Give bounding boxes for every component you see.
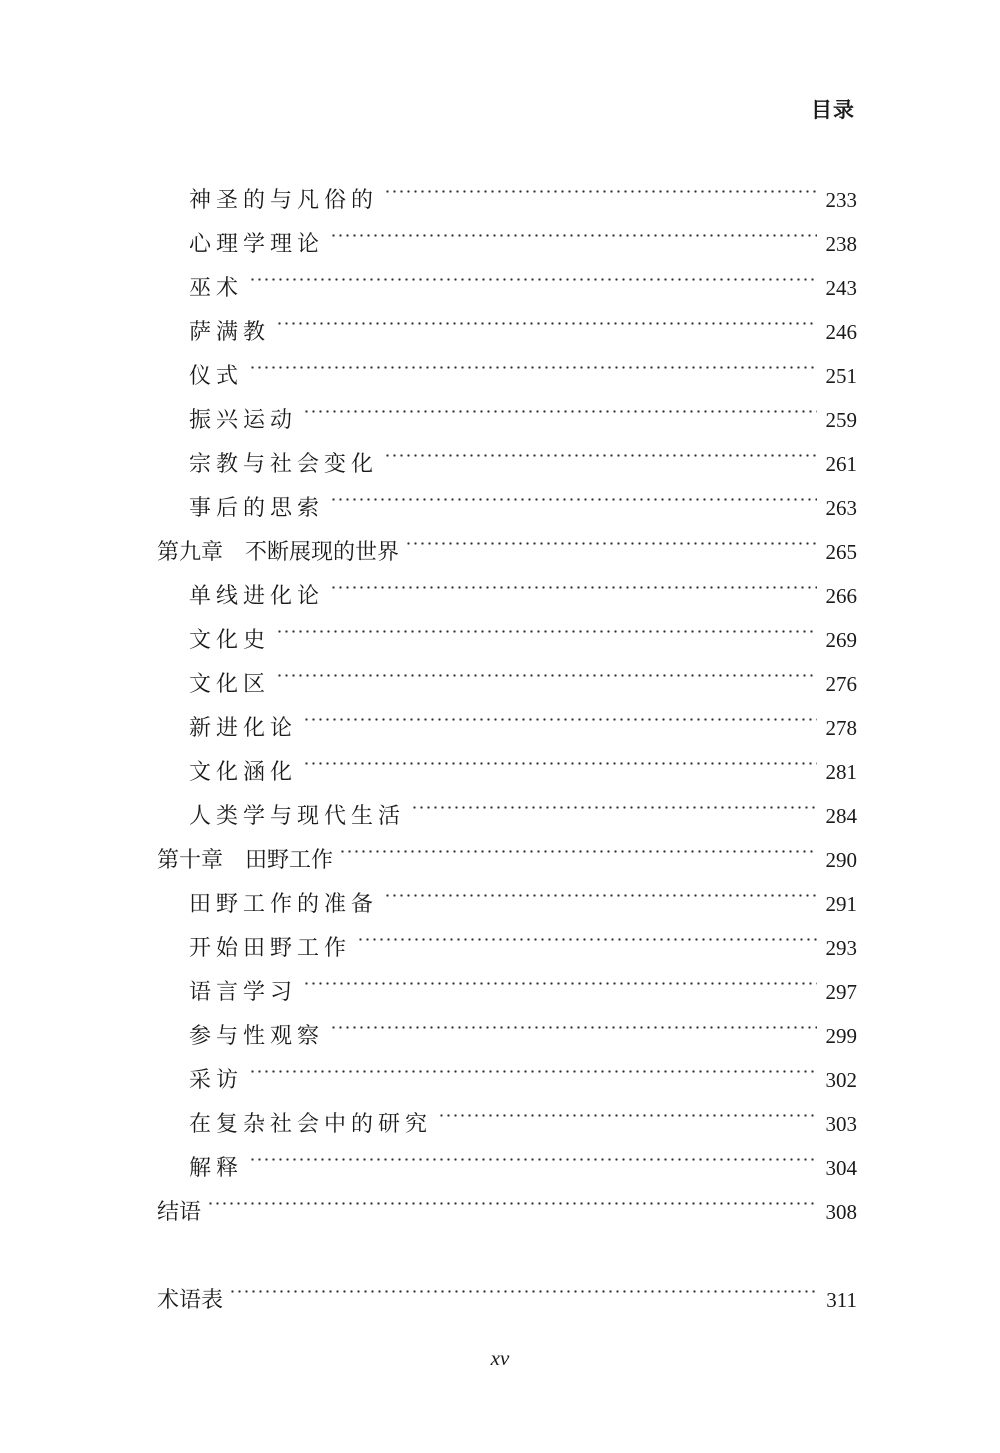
toc-entry-title: 神圣的与凡俗的 — [189, 188, 379, 213]
toc-entry-title: 文化区 — [189, 672, 271, 697]
toc-entry[interactable] — [157, 163, 857, 213]
chapter-title: 不断展现的世界 — [245, 540, 400, 565]
dot-leader — [249, 251, 817, 295]
chapter-title: 田野工作 — [245, 848, 334, 873]
dot-leader — [357, 911, 817, 955]
toc-entry-page: 261 — [825, 452, 857, 476]
toc-glossary-entry[interactable] — [157, 1263, 857, 1313]
toc-entry-page: 266 — [825, 584, 857, 608]
dot-leader — [384, 163, 817, 207]
toc-entry[interactable] — [157, 955, 857, 1005]
toc-entry-page: 284 — [825, 804, 857, 828]
toc-entry-page: 290 — [825, 848, 857, 872]
dot-leader — [229, 1263, 817, 1307]
running-header-title: 目录 — [811, 98, 855, 122]
toc-entry-title: 文化史 — [189, 628, 271, 653]
dot-leader — [405, 515, 817, 559]
toc-conclusion-entry[interactable] — [157, 1175, 857, 1225]
table-of-contents — [157, 163, 857, 1313]
toc-entry[interactable] — [157, 1043, 857, 1093]
dot-leader — [339, 823, 817, 867]
toc-entry[interactable] — [157, 911, 857, 961]
toc-entry-title: 结语 — [157, 1200, 202, 1225]
toc-entry-page: 278 — [825, 716, 857, 740]
toc-entry-page: 281 — [825, 760, 857, 784]
toc-chapter-entry[interactable] — [157, 515, 857, 565]
chapter-number: 第九章 — [157, 540, 224, 565]
toc-entry-page: 269 — [825, 628, 857, 652]
toc-entry-page: 233 — [825, 188, 857, 212]
toc-entry-title: 人类学与现代生活 — [189, 804, 406, 829]
toc-entry-title: 语言学习 — [189, 980, 298, 1005]
toc-entry[interactable] — [157, 999, 857, 1049]
toc-entry-page: 251 — [825, 364, 857, 388]
toc-entry-page: 293 — [825, 936, 857, 960]
dot-leader — [249, 339, 817, 383]
toc-entry-title: 事后的思索 — [189, 496, 325, 521]
toc-entry-title: 单线进化论 — [189, 584, 325, 609]
toc-entry-page: 291 — [825, 892, 857, 916]
toc-entry-title: 新进化论 — [189, 716, 298, 741]
toc-entry-page: 311 — [826, 1288, 857, 1312]
toc-entry-page: 303 — [825, 1112, 857, 1136]
toc-entry-title: 萨满教 — [189, 320, 271, 345]
dot-leader — [384, 427, 817, 471]
dot-leader — [249, 1131, 817, 1175]
dot-leader — [411, 779, 817, 823]
toc-entry[interactable] — [157, 603, 857, 653]
toc-entry[interactable] — [157, 779, 857, 829]
toc-entry-page: 259 — [825, 408, 857, 432]
toc-entry-title: 采访 — [189, 1068, 244, 1093]
toc-entry-title: 振兴运动 — [189, 408, 298, 433]
toc-entry[interactable] — [157, 1087, 857, 1137]
toc-entry-title: 巫术 — [189, 276, 244, 301]
toc-entry[interactable] — [157, 295, 857, 345]
toc-entry[interactable] — [157, 427, 857, 477]
toc-entry-page: 243 — [825, 276, 857, 300]
toc-entry-page: 265 — [825, 540, 857, 564]
dot-leader — [330, 559, 817, 603]
toc-entry-title: 文化涵化 — [189, 760, 298, 785]
dot-leader — [303, 735, 817, 779]
dot-leader — [207, 1175, 817, 1219]
dot-leader — [330, 207, 817, 251]
toc-entry[interactable] — [157, 1131, 857, 1181]
toc-entry[interactable] — [157, 691, 857, 741]
section-spacer — [157, 1219, 857, 1263]
toc-entry-page: 304 — [825, 1156, 857, 1180]
toc-entry[interactable] — [157, 735, 857, 785]
dot-leader — [438, 1087, 817, 1131]
dot-leader — [276, 295, 817, 339]
toc-entry-title: 田野工作的准备 — [189, 892, 379, 917]
dot-leader — [276, 603, 817, 647]
chapter-number: 第十章 — [157, 848, 224, 873]
dot-leader — [330, 471, 817, 515]
toc-entry-page: 263 — [825, 496, 857, 520]
toc-entry-page: 246 — [825, 320, 857, 344]
toc-entry-title: 在复杂社会中的研究 — [189, 1112, 433, 1137]
toc-entry-title: 心理学理论 — [189, 232, 325, 257]
toc-entry-title: 宗教与社会变化 — [189, 452, 379, 477]
dot-leader — [330, 999, 817, 1043]
toc-entry[interactable] — [157, 207, 857, 257]
dot-leader — [303, 955, 817, 999]
toc-entry-page: 308 — [825, 1200, 857, 1224]
toc-chapter-entry[interactable] — [157, 823, 857, 873]
toc-entry[interactable] — [157, 339, 857, 389]
toc-entry[interactable] — [157, 251, 857, 301]
dot-leader — [276, 647, 817, 691]
toc-entry-title: 术语表 — [157, 1288, 224, 1313]
dot-leader — [249, 1043, 817, 1087]
toc-entry-page: 299 — [825, 1024, 857, 1048]
toc-entry-title: 开始田野工作 — [189, 936, 352, 961]
toc-entry-page: 297 — [825, 980, 857, 1004]
dot-leader — [303, 691, 817, 735]
toc-entry-title: 解释 — [189, 1156, 244, 1181]
dot-leader — [384, 867, 817, 911]
toc-entry-page: 276 — [825, 672, 857, 696]
toc-entry[interactable] — [157, 471, 857, 521]
page-number: xv — [490, 1346, 510, 1370]
toc-entry[interactable] — [157, 559, 857, 609]
toc-entry-page: 302 — [825, 1068, 857, 1092]
dot-leader — [303, 383, 817, 427]
toc-entry-title: 仪式 — [189, 364, 244, 389]
toc-entry[interactable] — [157, 647, 857, 697]
toc-entry-title: 参与性观察 — [189, 1024, 325, 1049]
toc-entry[interactable] — [157, 867, 857, 917]
toc-entry-page: 238 — [825, 232, 857, 256]
toc-entry[interactable] — [157, 383, 857, 433]
